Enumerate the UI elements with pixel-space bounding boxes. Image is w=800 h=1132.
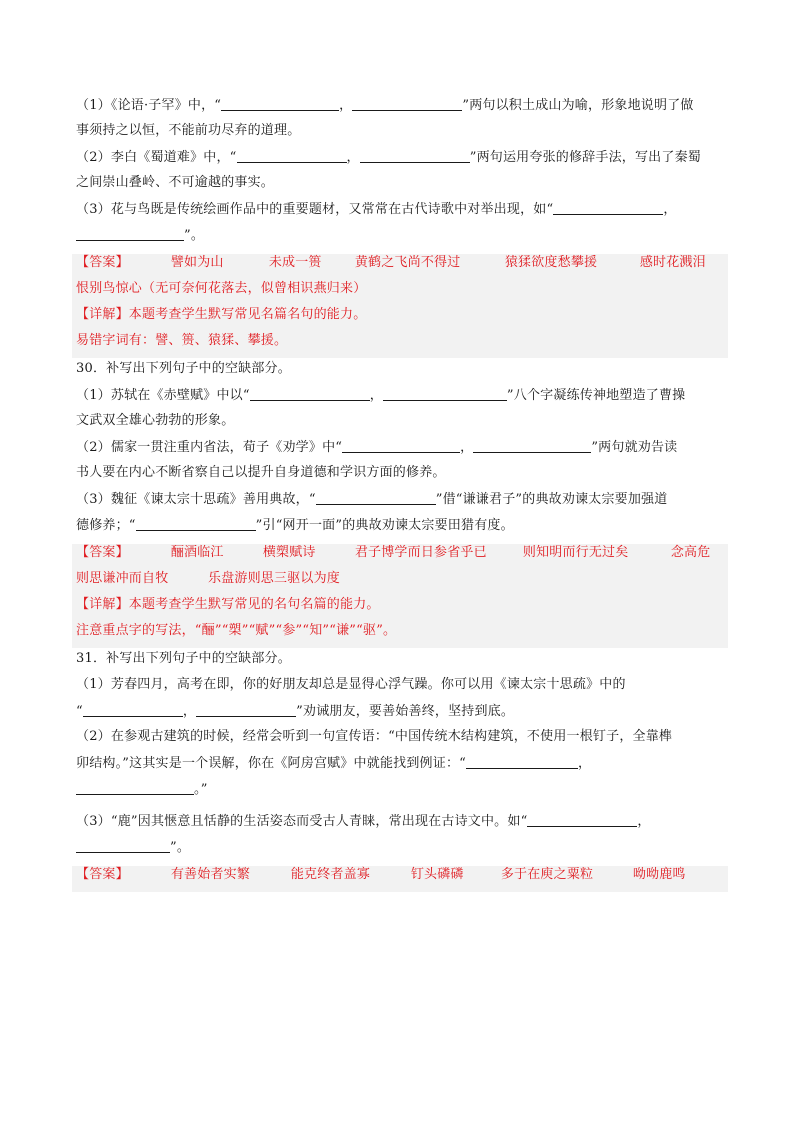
q31-item1-line1: （1）芳春四月，高考在即，你的好朋友却总是显得心浮气躁。你可以用《谏太宗十思疏》中的 [76,677,626,692]
answer-tag: 【答案】 [76,545,129,560]
answer-blank[interactable] [352,96,462,111]
answer-blank[interactable] [83,702,183,717]
text: ”引“网开一面”的典故劝谏太宗要田猎有度。 [255,518,514,533]
q31-answer-box [72,866,728,892]
answer-line [76,866,724,892]
text: ， [637,814,651,829]
text: ， [460,440,474,455]
text: ”借“谦谦君子”的典故劝谏太宗要加强道 [435,492,668,507]
q30-item2-line2: 书人要在内心不断省察自己以提升自身道德和学识方面的修养。 [76,465,446,480]
answer-blank[interactable] [553,200,663,215]
answer-item: 有善始者实繁 [170,867,251,882]
text: （1）《论语·子罕》中，“ [76,98,222,113]
q29-item2-line2: 之间崇山叠岭、不可逾越的事实。 [76,175,275,190]
q30-item1-line1 [72,386,728,412]
text: ”。 [170,840,191,855]
text: ”劝诫朋友，要善始善终，坚持到底。 [296,704,515,719]
text: ”两句运用夸张的修辞手法，写出了秦蜀 [469,150,701,165]
q29-item3-line2 [72,226,728,252]
answer-item: 猿猱欲度愁攀援 [504,255,598,270]
q30-title: 30．补写出下列句子中的空缺部分。 [76,361,291,376]
document-content [72,96,728,894]
text: “ [76,704,83,719]
q29-item2-line1 [72,148,728,174]
text: 德修养；“ [76,518,136,533]
answer-item: 譬如为山 [170,255,224,270]
answer-item: 乐盘游则思三驱以为度 [208,571,341,586]
text: 卯结构。”这其实是一个误解，你在《阿房宫赋》中就能找到例证：“ [76,756,466,771]
answer-line [76,254,724,280]
answer-item: 感时花溅泪 [639,255,706,270]
text: ”。 [184,228,205,243]
text: ， [346,150,360,165]
answer-tag: 【答案】 [76,255,129,270]
q31-item3-line1 [72,812,728,838]
q31-item2-line2 [72,754,728,780]
answer-item: 呦呦鹿鸣 [632,867,686,882]
detail-line: 【详解】本题考查学生默写常见名篇名句的能力。 [76,307,367,322]
answer-item: 钉头磷磷 [410,867,464,882]
q30-item2-line1 [72,438,728,464]
text: （3）魏征《谏太宗十思疏》善用典故，“ [76,492,316,507]
answer-blank[interactable] [237,148,347,163]
q29-item1-line2: 事须持之以恒，不能前功尽弃的道理。 [76,123,301,138]
answer-tag: 【答案】 [76,867,129,882]
answer-blank[interactable] [383,386,507,401]
answer-blank[interactable] [221,96,339,111]
q29-answer-box [72,254,728,358]
answer-blank[interactable] [527,812,637,827]
q30-answer-box [72,544,728,648]
text: ， [339,98,353,113]
detail-line: 【详解】本题考查学生默写常见的名句名篇的能力。 [76,597,380,612]
text: （3）花与鸟既是传统绘画作品中的重要题材，又常常在古代诗歌中对举出现，如“ [76,202,554,217]
answer-blank[interactable] [473,438,591,453]
text: ， [578,756,592,771]
error-words-line: 易错字词有：譬、篑、猿猱、攀援。 [76,333,288,348]
answer-item: 未成一篑 [268,255,322,270]
answer-blank[interactable] [360,148,470,163]
text: （2）儒家一贯注重内省法，荀子《劝学》中“ [76,440,343,455]
q29-item3-line1 [72,200,728,226]
answer-item: 黄鹤之飞尚不得过 [354,255,461,270]
answer-blank[interactable] [196,702,296,717]
answer-item: 君子博学而日参省乎已 [354,545,487,560]
answer-blank[interactable] [76,780,194,795]
answer-item: 能克终者盖寡 [290,867,371,882]
q31-item3-line2 [72,838,728,864]
text: ， [182,704,197,719]
answer-blank[interactable] [466,754,578,769]
text: （3）“鹿”因其惬意且恬静的生活姿态而受古人青睐，常出现在古诗文中。如“ [76,814,528,829]
answer-item: 则知明而行无过矣 [522,545,629,560]
q29-item1-line1 [72,96,728,122]
answer-line [76,570,724,596]
answer-item: 则思谦冲而自牧 [76,571,169,586]
answer-blank[interactable] [76,226,184,241]
key-chars-line: 注意重点字的写法，“酾”“槊”“赋”“参”“知”“谦”“驱”。 [76,623,397,638]
answer-item: 多于在庾之粟粒 [500,867,594,882]
text: （1）苏轼在《赤壁赋》中以“ [76,388,250,403]
text: ”两句就劝告读 [591,440,678,455]
q30-item3-line1 [72,490,728,516]
answer-blank[interactable] [76,838,170,853]
q31-item2-line3 [72,780,728,812]
answer-blank[interactable] [342,438,460,453]
q30-item1-line2: 文武双全雄心勃勃的形象。 [76,413,235,428]
answer-item: 念高危 [670,545,711,560]
q31-item2-line1: （2）在参观古建筑的时候，经常会听到一句宣传语：“中国传统木结构建筑，不使用一根钉子，全靠榫 [76,729,673,744]
text: ”八个字凝练传神地塑造了曹操 [506,388,686,403]
text: ， [369,388,383,403]
answer-item: 横槊赋诗 [262,545,316,560]
q31-title: 31．补写出下列句子中的空缺部分。 [76,651,291,666]
answer-blank[interactable] [136,516,256,531]
answer-blank[interactable] [250,386,370,401]
text: ”两句以积土成山为喻，形象地说明了做 [462,98,694,113]
q31-item1-line2 [72,702,728,728]
text: （2）李白《蜀道难》中，“ [76,150,237,165]
text: 。” [194,782,208,797]
answer-line [76,544,724,570]
q30-item3-line2 [72,516,728,542]
answer-item: 酾酒临江 [170,545,224,560]
answer-line: 恨别鸟惊心（无可奈何花落去，似曾相识燕归来） [76,281,367,296]
answer-blank[interactable] [316,490,436,505]
text: ， [663,202,677,217]
